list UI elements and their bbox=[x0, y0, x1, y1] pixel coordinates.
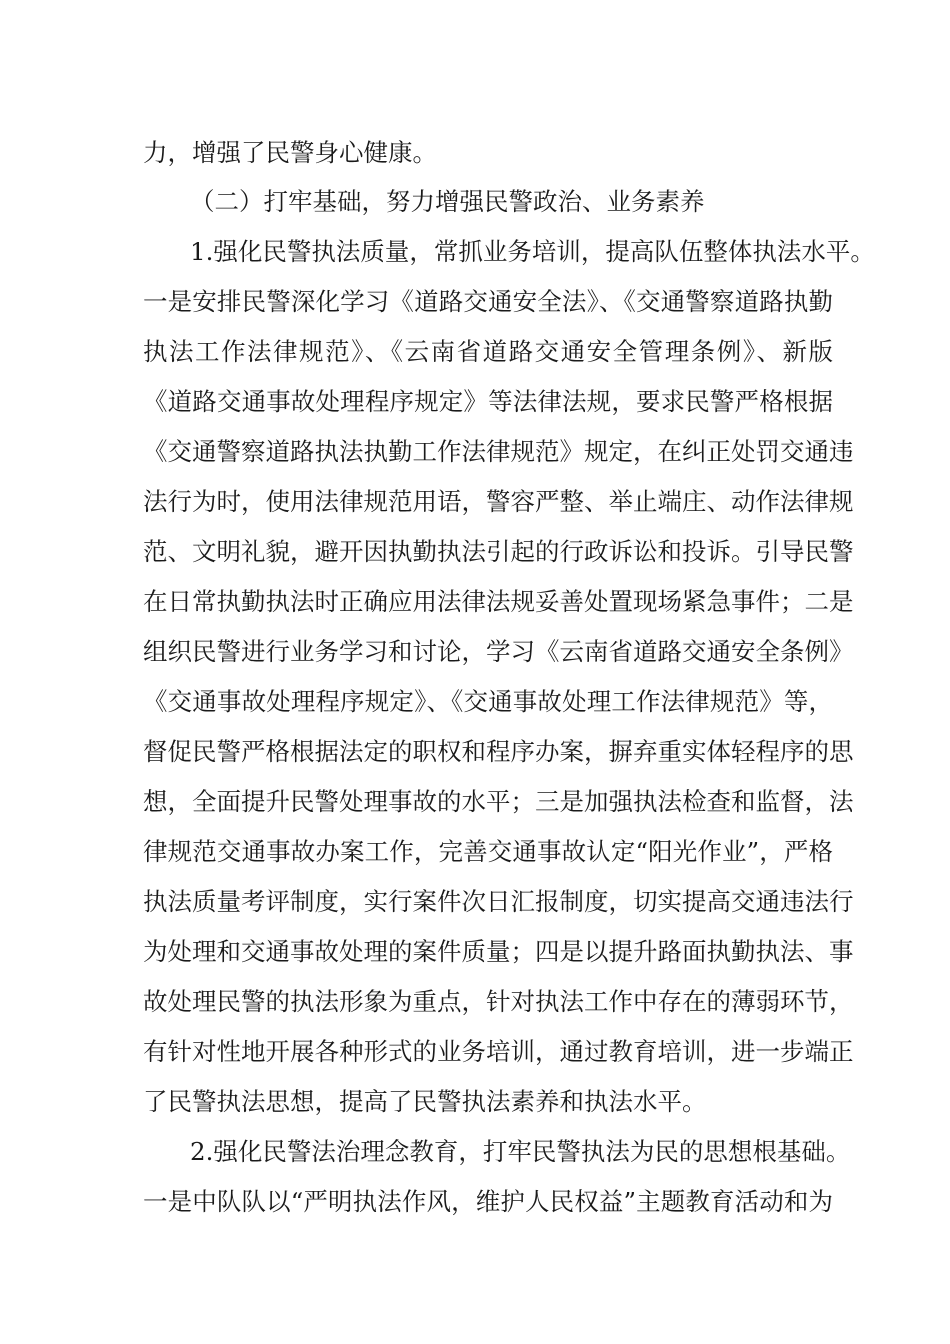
paragraph-line: 2.强化民警法治理念教育，打牢民警执法为民的思想根基础。 bbox=[190, 1137, 851, 1166]
paragraph-line: 了民警执法思想，提高了民警执法素养和执法水平。 bbox=[143, 1087, 707, 1116]
paragraph-line: 在日常执勤执法时正确应用法律法规妥善处置现场紧急事件；二是 bbox=[143, 587, 854, 616]
paragraph-line: 组织民警进行业务学习和讨论，学习《云南省道路交通安全条例》 bbox=[143, 637, 854, 666]
paragraph-line: 《交通事故处理程序规定》、《交通事故处理工作法律规范》等， bbox=[143, 687, 833, 716]
paragraph-line: 想，全面提升民警处理事故的水平；三是加强执法检查和监督，法 bbox=[143, 787, 854, 816]
paragraph-line: 有针对性地开展各种形式的业务培训，通过教育培训，进一步端正 bbox=[143, 1037, 854, 1066]
paragraph-line: 执法工作法律规范》、《云南省道路交通安全管理条例》、新版 bbox=[143, 337, 833, 366]
paragraph-line: 督促民警严格根据法定的职权和程序办案，摒弃重实体轻程序的思 bbox=[143, 737, 854, 766]
paragraph-line: 执法质量考评制度，实行案件次日汇报制度，切实提高交通违法行 bbox=[143, 887, 854, 916]
section-heading: （二）打牢基础，努力增强民警政治、业务素养 bbox=[190, 187, 705, 216]
paragraph-line: 法行为时，使用法律规范用语，警容严整、举止端庄、动作法律规 bbox=[143, 487, 854, 516]
paragraph-line: 《道路交通事故处理程序规定》等法律法规，要求民警严格根据 bbox=[143, 387, 833, 416]
paragraph-line: 《交通警察道路执法执勤工作法律规范》规定，在纠正处罚交通违 bbox=[143, 437, 854, 466]
paragraph-line: 一是安排民警深化学习《道路交通安全法》、《交通警察道路执勤 bbox=[143, 287, 833, 316]
paragraph-line: 范、文明礼貌，避开因执勤执法引起的行政诉讼和投诉。引导民警 bbox=[143, 537, 854, 566]
paragraph-line: 故处理民警的执法形象为重点，针对执法工作中存在的薄弱环节， bbox=[143, 987, 854, 1016]
paragraph-line: 为处理和交通事故处理的案件质量；四是以提升路面执勤执法、事 bbox=[143, 937, 854, 966]
paragraph-line: 律规范交通事故办案工作，完善交通事故认定“阳光作业”，严格 bbox=[143, 837, 833, 866]
paragraph-line: 力，增强了民警身心健康。 bbox=[143, 138, 437, 167]
paragraph-line: 1.强化民警执法质量，常抓业务培训，提高队伍整体执法水平。 bbox=[190, 237, 875, 266]
paragraph-line: 一是中队队以“严明执法作风，维护人民权益”主题教育活动和为 bbox=[143, 1187, 833, 1216]
